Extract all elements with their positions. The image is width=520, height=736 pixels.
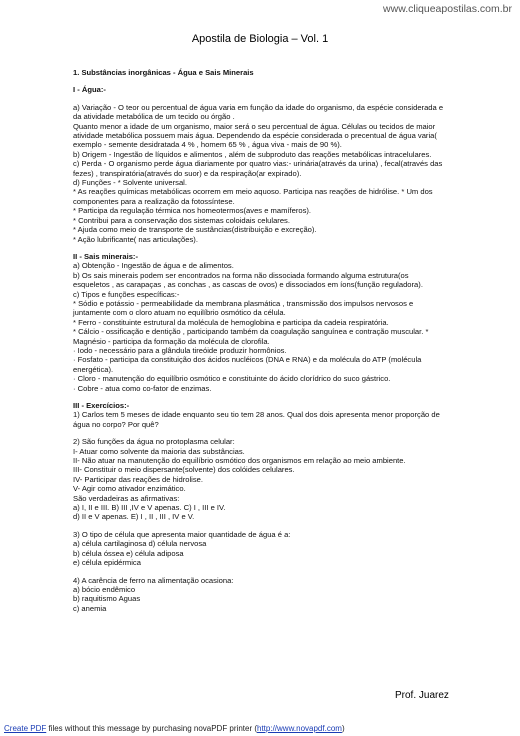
- exercise-line: e) célula epidérmica: [73, 558, 141, 568]
- exercise-line: 3) O tipo de célula que apresenta maior quantidade de água é a:: [73, 529, 291, 539]
- sais-line: * Cálcio - ossificação e dentição , participando também da coagulação sanguínea e contração muscular. *: [73, 327, 429, 337]
- agua-line: * Ação lubrificante( nas articulações).: [73, 234, 198, 244]
- exercise-line: c) anemia: [73, 603, 107, 613]
- agua-line: a) Variação - O teor ou percentual de água varia em função da idade do organismo, da espécie considerada e: [73, 102, 444, 112]
- exercise-line: água no corpo? Por quê?: [73, 419, 159, 429]
- sais-line: · Cobre - atua como co-fator de enzimas.: [73, 383, 212, 393]
- agua-line: fezes) , transpiratória(através do suor) e da respiração(ar expirado).: [73, 168, 302, 178]
- exercise-line: b) raquitismo Aguas: [73, 594, 141, 604]
- sais-line: esqueletos , as carapaças , as conchas , as cascas de ovos) e dissociados em íons(função reguladora).: [73, 280, 423, 290]
- exercise-line: a) célula cartilaginosa d) célula nervosa: [73, 539, 207, 549]
- novapdf-link[interactable]: http://www.novapdf.com: [257, 724, 342, 733]
- sais-line: · Fosfato - participa da constituição dos ácidos nucléicos (DNA e RNA) e da molécula do ATP (molécula: [73, 355, 422, 365]
- section-title: 1. Substâncias inorgânicas - Água e Sais Minerais: [73, 68, 254, 77]
- sais-line: a) Obtenção - Ingestão de água e de alimentos.: [73, 261, 234, 271]
- agua-line: c) Perda - O organismo perde água diariamente por quatro vias:- urinária(através da urina) , fecal(através das: [73, 159, 443, 169]
- agua-line: da atividade metabólica de um tecido ou órgão .: [73, 112, 235, 122]
- sais-line: · Iodo - necessário para a glândula tireóide produzir hormônios.: [73, 345, 287, 355]
- sais-line: c) Tipos e funções específicas:-: [73, 289, 180, 299]
- sais-line: energética).: [73, 364, 114, 374]
- exercise-line: IV- Participar das reações de hidrolise.: [73, 474, 204, 484]
- footer-close: ): [341, 724, 345, 733]
- agua-line: * Ajuda como meio de transporte de sustâncias(distribuição e excreção).: [73, 225, 317, 235]
- signature: Prof. Juarez: [395, 690, 449, 701]
- exercise-line: b) célula óssea e) célula adiposa: [73, 548, 184, 558]
- sais-line: Magnésio - participa da formação da molécula de clorofila.: [73, 336, 270, 346]
- agua-line: d) Funções - * Solvente universal.: [73, 178, 187, 188]
- agua-line: b) Origem - Ingestão de líquidos e alimentos , além de subproduto das reações metabólicas intracelulares.: [73, 149, 432, 159]
- exercise-line: 4) A carência de ferro na alimentação ocasiona:: [73, 575, 234, 585]
- document-title: Apostila de Biologia – Vol. 1: [191, 33, 329, 45]
- site-url: www.cliqueapostilas.com.br: [383, 3, 512, 15]
- sais-line: juntamente com o cloro atuam no equilíbrio osmótico da célula.: [73, 308, 286, 318]
- exercise-line: I- Atuar como solvente da maioria das substâncias.: [73, 446, 245, 456]
- sais-line: * Sódio e potássio - permeabilidade da membrana plasmática , transmissão dos impulsos nervosos e: [73, 298, 414, 308]
- agua-line: exemplo - semente desidratada 4 % , homem 65 % , água viva - mais de 90 %).: [73, 140, 342, 150]
- exercise-line: d) II e V apenas. E) I , II , III , IV e V.: [73, 512, 195, 522]
- exercicios-heading: III - Exercícios:-: [73, 401, 130, 410]
- document-body: [73, 68, 453, 613]
- exercise-line: a) I, II e III. B) III ,IV e V apenas. C) I , III e IV.: [73, 503, 226, 513]
- exercise-line: V- Agir como ativador enzimático.: [73, 484, 186, 494]
- exercise-line: a) bócio endêmico: [73, 584, 136, 594]
- create-pdf-link[interactable]: Create PDF: [4, 724, 47, 733]
- agua-line: * As reações químicas metabólicas ocorrem em meio aquoso. Participa nas reações de hidrólise. * Um dos: [73, 187, 433, 197]
- exercise-line: 1) Carlos tem 5 meses de idade enquanto seu tio tem 28 anos. Qual dos dois apresenta menor proporção de: [73, 410, 440, 420]
- exercise-line: 2) São funções da água no protoplasma celular:: [73, 437, 235, 447]
- sais-line: * Ferro - constituinte estrutural da molécula de hemoglobina e participa da cadeia respiratória.: [73, 317, 389, 327]
- agua-line: Quanto menor a idade de um organismo, maior será o seu percentual de água. Células ou tecidos de maior: [73, 121, 436, 131]
- agua-heading: I - Água:-: [73, 85, 106, 95]
- agua-line: componentes para a realização da fotossíntese.: [73, 196, 235, 206]
- footer-text: files without this message by purchasing novaPDF printer (: [46, 724, 257, 733]
- sais-heading: II - Sais minerais:-: [73, 251, 138, 261]
- sais-line: · Cloro - manutenção do equilíbrio osmótico e constituinte do ácido clorídrico do suco gástrico.: [73, 374, 391, 384]
- pdf-footer: [4, 724, 345, 733]
- sais-line: b) Os sais minerais podem ser encontrados na forma não dissociada formando alguma estrutura(os: [73, 270, 409, 280]
- exercise-line: III- Constituir o meio dispersante(solvente) dos colóides celulares.: [73, 465, 295, 475]
- exercise-line: II- Não atuar na manutenção do equilíbrio osmótico dos organismos em relação ao meio ambiente.: [73, 456, 406, 466]
- agua-line: * Participa da regulação térmica nos homeotermos(aves e mamíferos).: [73, 206, 312, 216]
- exercise-line: São verdadeiras as afirmativas:: [73, 493, 180, 503]
- agua-line: * Contribui para a conservação dos sistemas coloidais celulares.: [73, 215, 290, 225]
- agua-line: atividade metabólica possuem mais água. Dependendo da espécie considerada o precentual de água varia(: [73, 131, 437, 141]
